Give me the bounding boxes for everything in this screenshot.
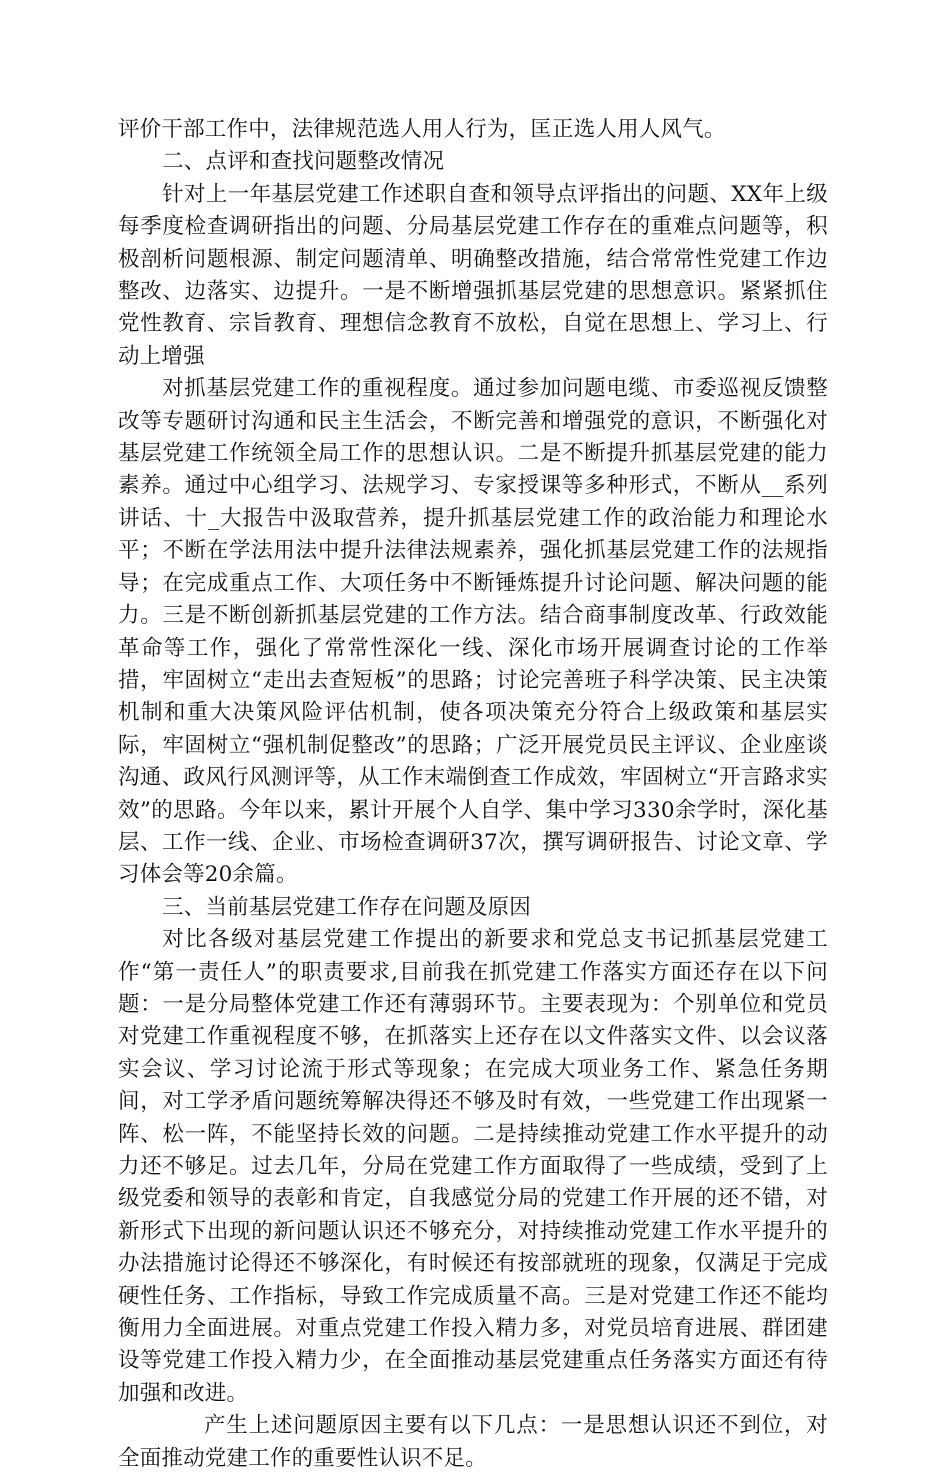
document-page xyxy=(118,114,828,1475)
section-heading-two: 二、点评和查找问题整改情况 xyxy=(162,149,445,175)
paragraph-problems: 对比各级对基层党建工作提出的新要求和党总支书记抓基层党建工作“第一责任人”的职责要求,目前我在抓党建工作落实方面还存在以下问题：一是分局整体党建工作还有薄弱环节。主要表现为：个别单位和党员对党建工作重视程度不够，在抓落实上还存在以文件落实文件、以会议落实会议、学习讨论流于形式等现象；在完成大项业务工作、紧急任务期间，对工学矛盾问题统筹解决得还不够及时有效，一些党建工作出现紧一阵、松一阵，不能坚持长效的问题。二是持续推动党建工作水平提升的动力还不够足。过去几年，分局在党建工作方面取得了一些成绩，受到了上级党委和领导的表彰和肯定，自我感觉分局的党建工作开展的还不错，对新形式下出现的新问题认识还不够充分，对持续推动党建工作水平提升的办法措施讨论得还不够深化，有时候还有按部就班的现象，仅满足于完成硬性任务、工作指标，导致工作完成质量不高。三是对党建工作还不能均衡用力全面进展。对重点党建工作投入精力多，对党员培育进展、群团建设等党建工作投入精力少，在全面推动基层党建重点任务落实方面还有待加强和改进。 xyxy=(118,927,828,1406)
paragraph-rectification-intro: 针对上一年基层党建工作述职自查和领导点评指出的问题、XX年上级每季度检查调研指出的问题、分局基层党建工作存在的重难点问题等，积极剖析问题根源、制定问题清单、明确整改措施，结合常常性党建工作边整改、边落实、边提升。一是不断增强抓基层党建的思想意识。紧紧抓住党性教育、宗旨教育、理想信念教育不放松，自觉在思想上、学习上、行动上增强 xyxy=(118,181,828,369)
section-heading-three: 三、当前基层党建工作存在问题及原因 xyxy=(162,894,531,920)
paragraph-rectification-detail: 对抓基层党建工作的重视程度。通过参加问题电缆、市委巡视反馈整改等专题研讨沟通和民主生活会，不断完善和增强党的意识，不断强化对基层党建工作统领全局工作的思想认识。二是不断提升抓基层党建的能力素养。通过中心组学习、法规学习、专家授课等多种形式，不断从__系列讲话、十_大报告中汲取营养，提升抓基层党建工作的政治能力和理论水平；不断在学法用法中提升法律法规素养，强化抓基层党建工作的法规指导；在完成重点工作、大项任务中不断锤炼提升讨论问题、解决问题的能力。三是不断创新抓基层党建的工作方法。结合商事制度改革、行政效能革命等工作，强化了常常性深化一线、深化市场开展调查讨论的工作举措，牢固树立“走出去查短板”的思路；讨论完善班子科学决策、民主决策机制和重大决策风险评估机制，使各项决策充分符合上级政策和基层实际，牢固树立“强机制促整改”的思路；广泛开展党员民主评议、企业座谈沟通、政风行风测评等，从工作末端倒查工作成效，牢固树立“开言路求实效”的思路。今年以来，累计开展个人自学、集中学习330余学时，深化基层、工作一线、企业、市场检查调研37次，撰写调研报告、讨论文章、学习体会等20余篇。 xyxy=(118,376,828,888)
paragraph-continuation: 评价干部工作中，法律规范选人用人行为，匡正选人用人风气。 xyxy=(118,117,726,142)
paragraph-causes: 产生上述问题原因主要有以下几点：一是思想认识还不到位，对全面推动党建工作的重要性认识不足。 xyxy=(118,1413,828,1471)
